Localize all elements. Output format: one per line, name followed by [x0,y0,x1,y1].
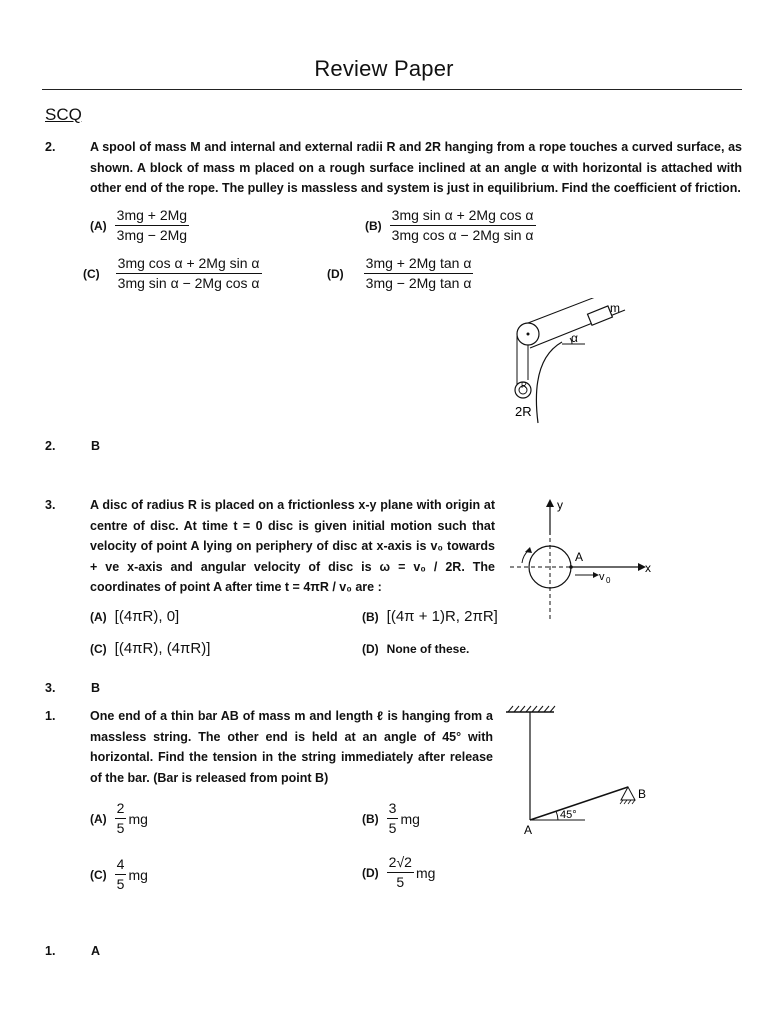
spool-pulley-figure [500,298,640,428]
point-a-dot [569,565,573,569]
option-a [90,608,179,625]
ceiling-hatch [508,706,555,712]
y-arrowhead [546,499,554,507]
option-fraction [115,800,127,837]
question-number: 1. [45,709,56,723]
option-d [362,854,435,891]
fraction-denominator: 5 [396,874,405,890]
option-suffix: mg [128,810,148,827]
fraction-numerator: 4 [115,856,127,875]
answer-number: 3. [45,681,56,695]
option-label: (C) [90,867,107,882]
y-axis-label: y [557,498,563,512]
option-value: None of these. [386,642,470,656]
fraction-denominator: 5 [388,820,397,836]
answer-value: B [91,439,101,453]
option-a [90,207,189,244]
rotation-arrowhead [525,547,532,553]
option-label: (A) [90,609,107,624]
question-text: One end of a thin bar AB of mass m and length ℓ is hanging from a massless string. The other end is held at an angle of 45° with horizontal. Find the tension in the string immediately after release of the bar. (Bar is released from point B) [90,709,493,785]
option-fraction [116,255,262,292]
question-text: A spool of mass M and internal and external radii R and 2R hanging from a rope touches a curved surface, as shown. A block of mass m placed on a rough surface inclined at an angle α with horizontal is attached with other end of the rope. The pulley is massless and system is just in equilibrium. Find the coefficient of friction. [90,140,742,195]
option-b [365,207,536,244]
block [588,306,613,325]
fraction-numerator: 2 [115,800,127,819]
fraction-numerator: 3mg cos α + 2Mg sin α [116,255,262,274]
point-a-label: A [524,823,533,837]
rope-top [528,298,598,323]
fraction-denominator: 3mg sin α − 2Mg cos α [117,275,260,291]
alpha-label: α [571,331,578,345]
disc-figure [505,495,665,625]
velocity-label: v [599,571,605,583]
option-a [90,800,148,837]
title-divider [42,89,742,90]
option-label: (A) [90,811,107,826]
option-label: (D) [327,266,344,281]
inner-radius-label: R [521,381,527,390]
fraction-numerator: 3mg + 2Mg [115,207,189,226]
block-mass-label: m [610,301,620,315]
option-label: (C) [90,641,107,656]
option-fraction [115,207,189,244]
option-suffix: mg [415,864,436,881]
velocity-subscript: 0 [606,576,611,585]
option-value: [(4π + 1)R, 2πR] [386,608,498,625]
option-fraction [390,207,536,244]
option-suffix: mg [128,866,148,883]
option-label: (C) [83,266,100,281]
bar-ab [530,787,628,820]
option-label: (B) [365,218,382,233]
pulley-axle [527,333,530,336]
support-hatch [620,800,635,804]
option-value: [(4πR), (4πR)] [114,640,211,657]
option-label: (B) [362,609,379,624]
option-c [90,640,210,657]
option-label: (D) [362,865,379,880]
fraction-numerator: 3mg + 2Mg tan α [364,255,474,274]
option-c [90,856,148,893]
question-number: 2. [45,140,56,154]
outer-radius-label: 2R [515,404,532,419]
option-fraction [387,854,414,891]
curved-surface [536,342,562,423]
fraction-numerator: 2√2 [387,854,414,873]
angle-label: 45° [560,809,577,821]
option-label: (A) [90,218,107,233]
option-fraction [364,255,474,292]
answer-number: 1. [45,944,56,958]
option-c [83,255,262,292]
option-d [327,255,473,292]
fraction-denominator: 3mg cos α − 2Mg sin α [391,227,534,243]
page-title: Review Paper [314,56,454,81]
answer-value: B [91,681,101,695]
point-b-label: B [638,787,647,801]
option-b [362,800,420,837]
option-suffix: mg [400,810,420,827]
option-b [362,608,498,625]
answer-value: A [91,944,101,958]
option-fraction [387,800,399,837]
angle-arc [556,811,558,820]
question-number: 3. [45,498,56,512]
bar-figure [500,700,660,840]
option-label: (D) [362,642,379,656]
point-a-label: A [575,550,584,564]
option-label: (B) [362,811,379,826]
fraction-denominator: 5 [116,876,125,892]
fraction-denominator: 3mg − 2Mg [116,227,188,243]
section-heading: SCQ [45,105,82,124]
option-value: [(4πR), 0] [114,608,180,625]
option-d [362,642,469,656]
fraction-numerator: 3mg sin α + 2Mg cos α [390,207,536,226]
question-text: A disc of radius R is placed on a frictionless x-y plane with origin at centre of disc. At time t = 0 disc is given initial motion such that velocity of point A lying on periphery of disc at x-axis is v₀ towards + ve x-axis and angular velocity of disc is ω = v₀ / 2R. The coordinates of point A after time t = 4πR / v₀ are : [90,498,495,594]
fraction-denominator: 3mg − 2Mg tan α [365,275,472,291]
answer-number: 2. [45,439,56,453]
option-fraction [115,856,127,893]
fraction-denominator: 5 [116,820,125,836]
fraction-numerator: 3 [387,800,399,819]
x-axis-label: x [645,561,651,575]
